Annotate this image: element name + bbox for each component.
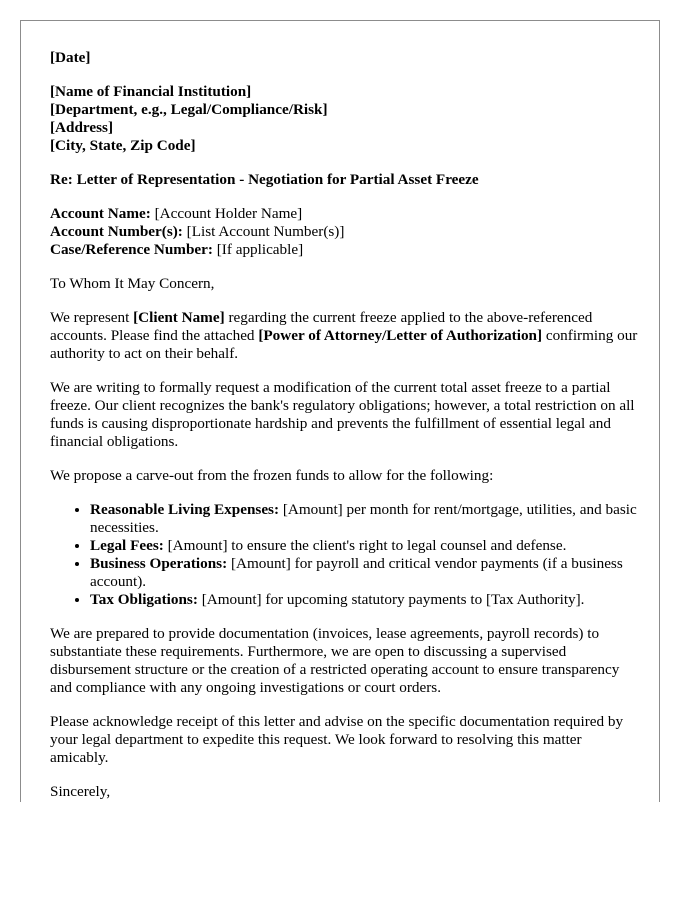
list-item-label: Tax Obligations: [90,591,198,608]
recipient-block [50,83,640,155]
list-item [90,501,640,537]
letter-date: [Date] [50,49,91,66]
account-number-label: Account Number(s): [50,223,183,240]
list-item [90,591,640,609]
case-number-value: [If applicable] [212,241,304,258]
recipient-city-state-zip: [City, State, Zip Code] [50,137,196,154]
recipient-department: [Department, e.g., Legal/Compliance/Risk] [50,101,328,118]
letter-page [20,20,660,802]
account-number-value: [List Account Number(s)] [182,223,345,240]
paragraph-text: confirming our authority to act on their behalf. [50,327,638,362]
power-of-attorney-placeholder: [Power of Attorney/Letter of Authorization] [258,327,543,344]
paragraph-acknowledge: Please acknowledge receipt of this letter and advise on the specific documentation required by your legal department to expedite this request. We look forward to resolving this matter amicably. [50,713,624,766]
account-name-value: [Account Holder Name] [150,205,303,222]
client-name-placeholder: [Client Name] [133,309,225,326]
account-name-label: Account Name: [50,205,151,222]
recipient-address: [Address] [50,119,114,136]
list-item-text: [Amount] to ensure the client's right to legal counsel and defense. [163,537,567,554]
subject-line: Re: Letter of Representation - Negotiation for Partial Asset Freeze [50,171,479,188]
paragraph-documentation: We are prepared to provide documentation (invoices, lease agreements, payroll records) to substantiate these requirements. Furthermore, we are open to discussing a supervised disbursement structure or the creation of a restricted operating account to ensure transparency and compliance with any ongoing investigations or court orders. [50,625,620,696]
list-item-label: Legal Fees: [90,537,164,554]
list-item-text: [Amount] for payroll and critical vendor payments (if a business account). [90,555,623,590]
list-item-text: [Amount] for upcoming statutory payments to [Tax Authority]. [197,591,585,608]
closing: Sincerely, [50,783,111,800]
list-item-text: [Amount] per month for rent/mortgage, utilities, and basic necessities. [90,501,637,536]
list-item-label: Business Operations: [90,555,228,572]
carve-out-list [50,501,640,609]
list-item-label: Reasonable Living Expenses: [90,501,280,518]
paragraph-representation [50,309,640,363]
list-item [90,537,640,555]
paragraph-request: We are writing to formally request a modification of the current total asset freeze to a partial freeze. Our client recognizes the bank's regulatory obligations; however, a total restriction on all funds is causing disproportionate hardship and prevents the fulfillment of essential legal and financial obligations. [50,379,635,450]
paragraph-proposal: We propose a carve-out from the frozen funds to allow for the following: [50,467,494,484]
list-item [90,555,640,591]
paragraph-text: regarding the current freeze applied to the above-referenced accounts. Please find the attached [50,309,593,344]
paragraph-text: We represent [50,309,134,326]
case-number-label: Case/Reference Number: [50,241,213,258]
recipient-institution: [Name of Financial Institution] [50,83,252,100]
salutation: To Whom It May Concern, [50,275,215,292]
account-block [50,205,640,259]
letter-body [50,49,640,802]
